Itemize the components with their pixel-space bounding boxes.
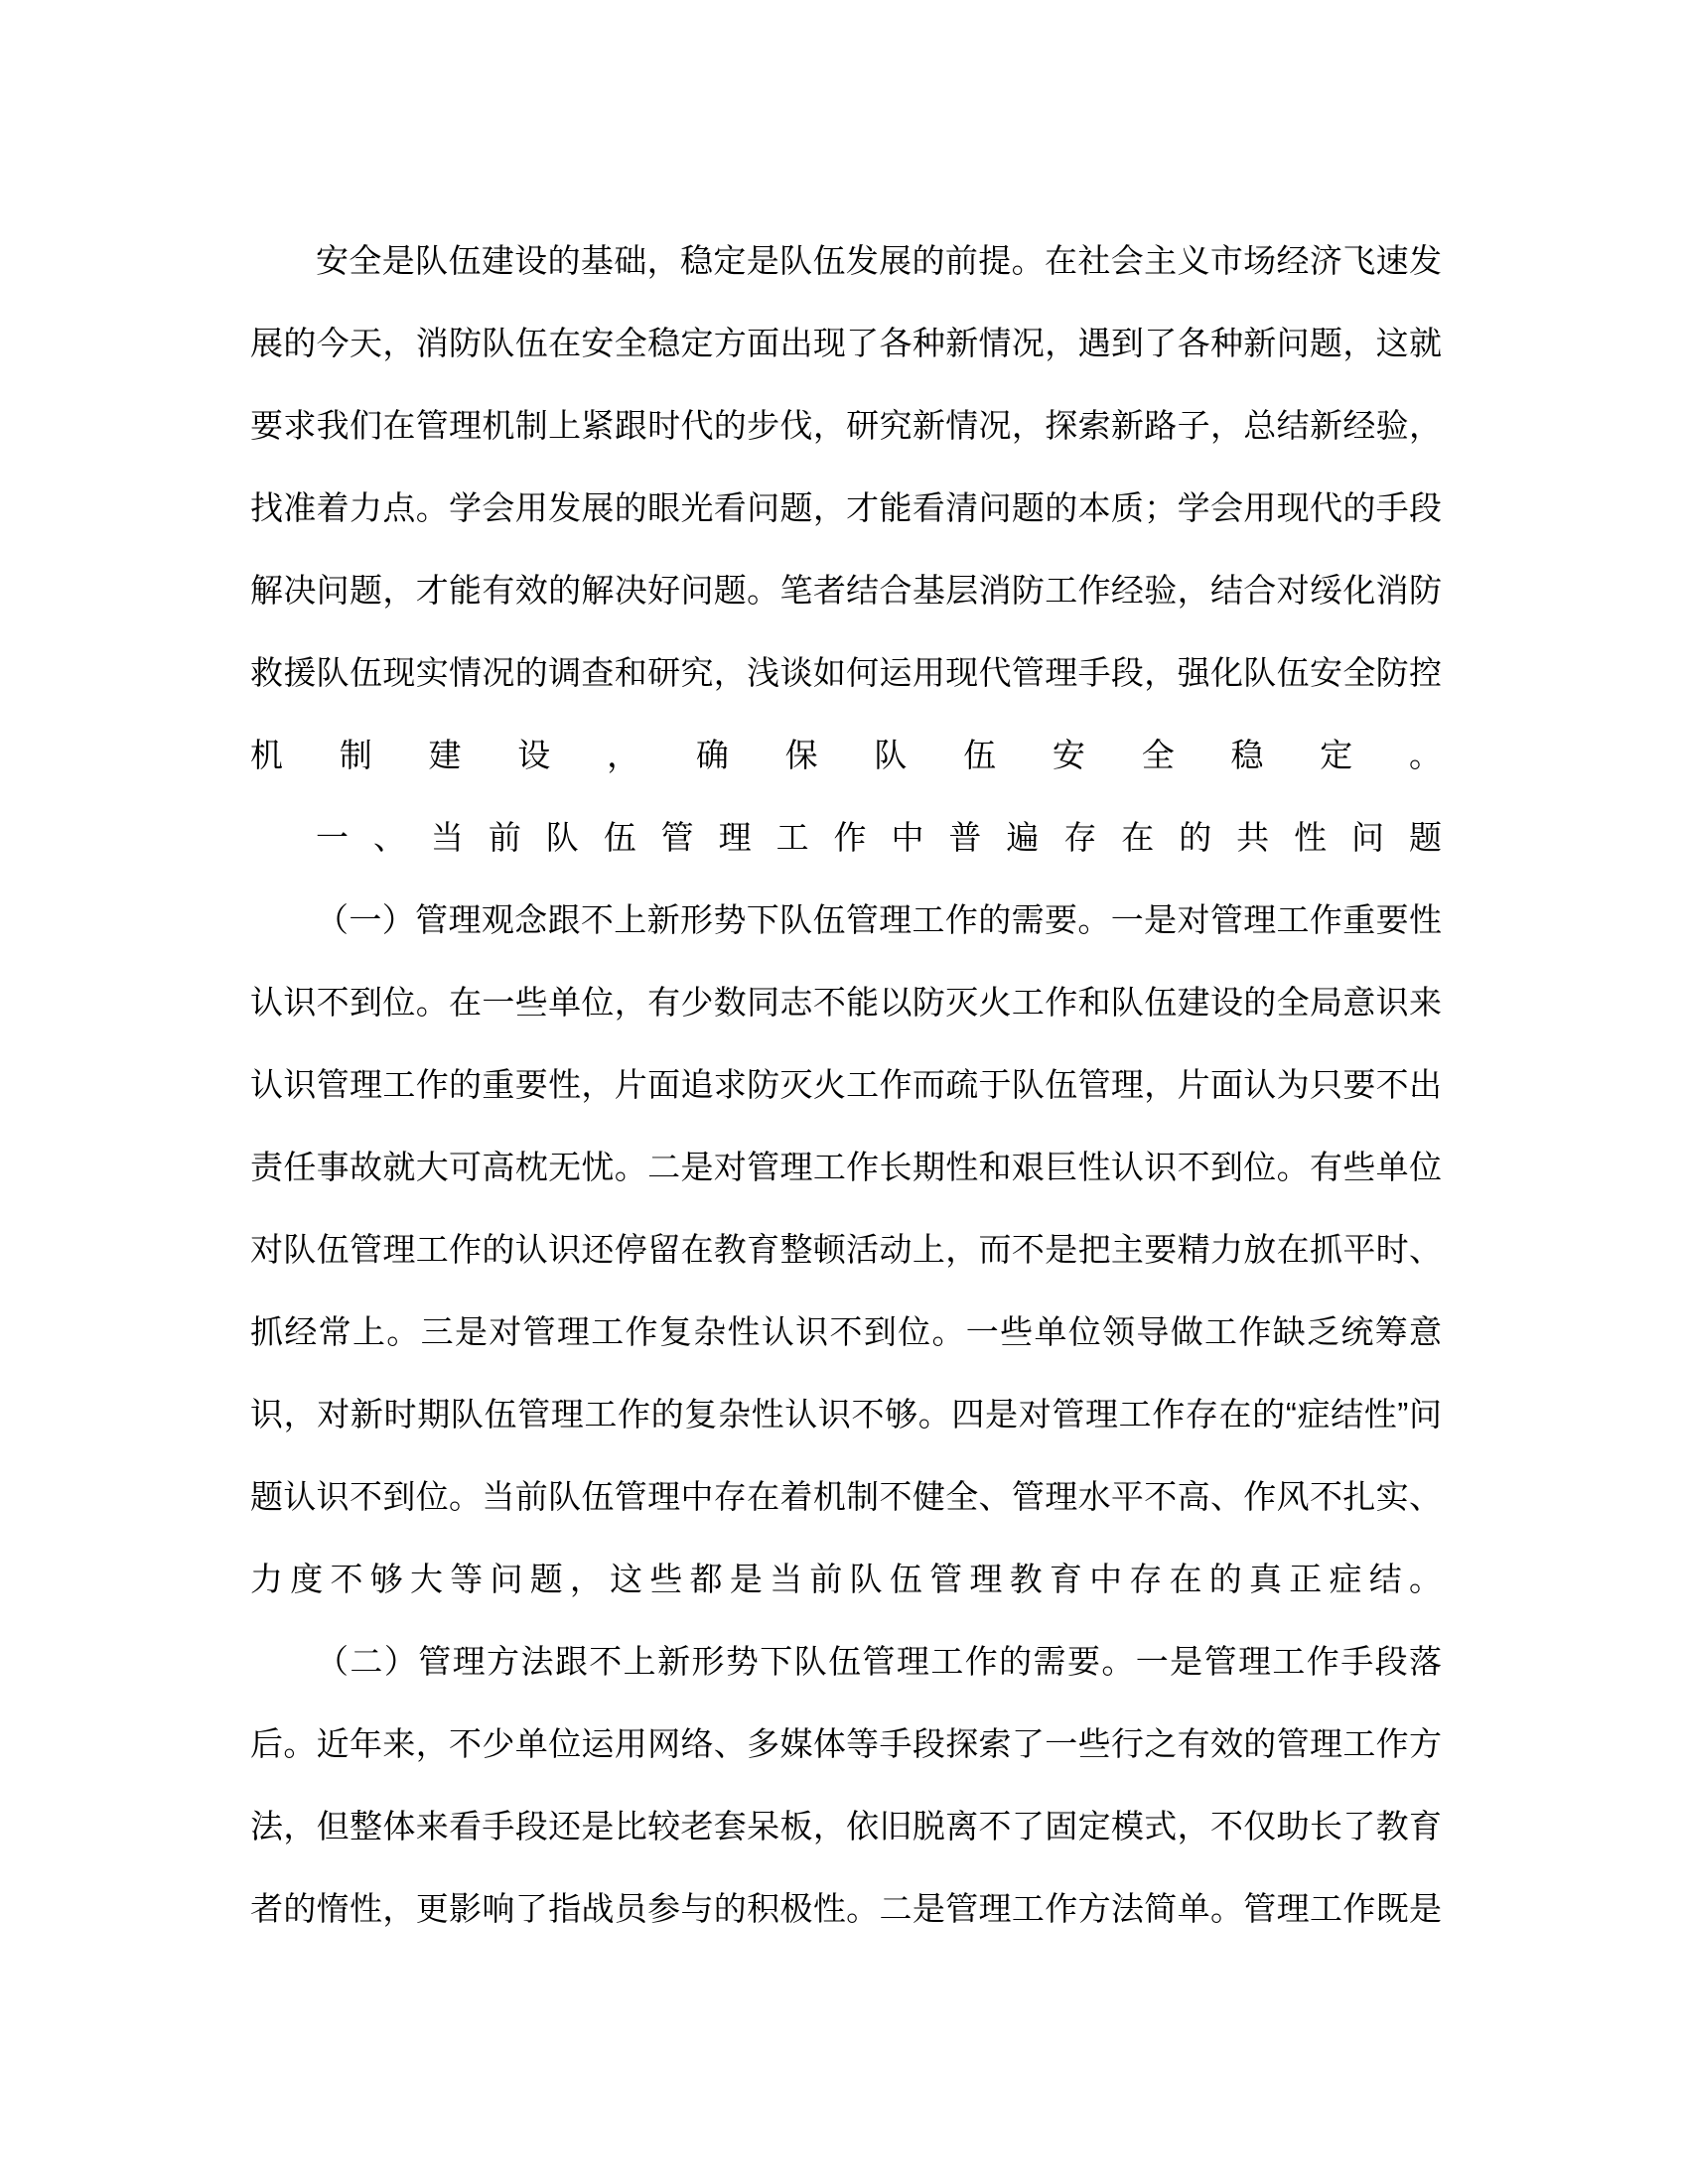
paragraph-issue-1: （一）管理观念跟不上新形势下队伍管理工作的需要。一是对管理工作重要性认识不到位。在一些单位，有少数同志不能以防灭火工作和队伍建设的全局意识来认识管理工作的重要性，片面追求防灭火工作而疏于队伍管理，片面认为只要不出责任事故就大可高枕无忧。二是对管理工作长期性和艰巨性认识不到位。有些单位对队伍管理工作的认识还停留在教育整顿活动上，而不是把主要精力放在抓平时、抓经常上。三是对管理工作复杂性认识不到位。一些单位领导做工作缺乏统筹意识，对新时期队伍管理工作的复杂性认识不够。四是对管理工作存在的“症结性”问题认识不到位。当前队伍管理中存在着机制不健全、管理水平不高、作风不扎实、力度不够大等问题，这些都是当前队伍管理教育中存在的真正症结。 — [250, 901, 1442, 1597]
paragraph-intro: 安全是队伍建设的基础，稳定是队伍发展的前提。在社会主义市场经济飞速发展的今天，消防队伍在安全稳定方面出现了各种新情况，遇到了各种新问题，这就要求我们在管理机制上紧跟时代的步伐，研究新情况，探索新路子，总结新经验，找准着力点。学会用发展的眼光看问题，才能看清问题的本质；学会用现代的手段解决问题，才能有效的解决好问题。笔者结合基层消防工作经验，结合对绥化消防救援队伍现实情况的调查和研究，浅谈如何运用现代管理手段，强化队伍安全防控机制建设，确保队伍安全稳定。 — [250, 242, 1442, 773]
heading-section-1: 一、当前队伍管理工作中普遍存在的共性问题 — [316, 819, 1442, 856]
paragraph-issue-2: （二）管理方法跟不上新形势下队伍管理工作的需要。一是管理工作手段落后。近年来，不少单位运用网络、多媒体等手段探索了一些行之有效的管理工作方法，但整体来看手段还是比较老套呆板，依旧脱离不了固定模式，不仅助长了教育者的惰性，更影响了指战员参与的积极性。二是管理工作方法简单。管理工作既是 — [250, 1643, 1442, 1927]
document-body — [250, 219, 1442, 1950]
